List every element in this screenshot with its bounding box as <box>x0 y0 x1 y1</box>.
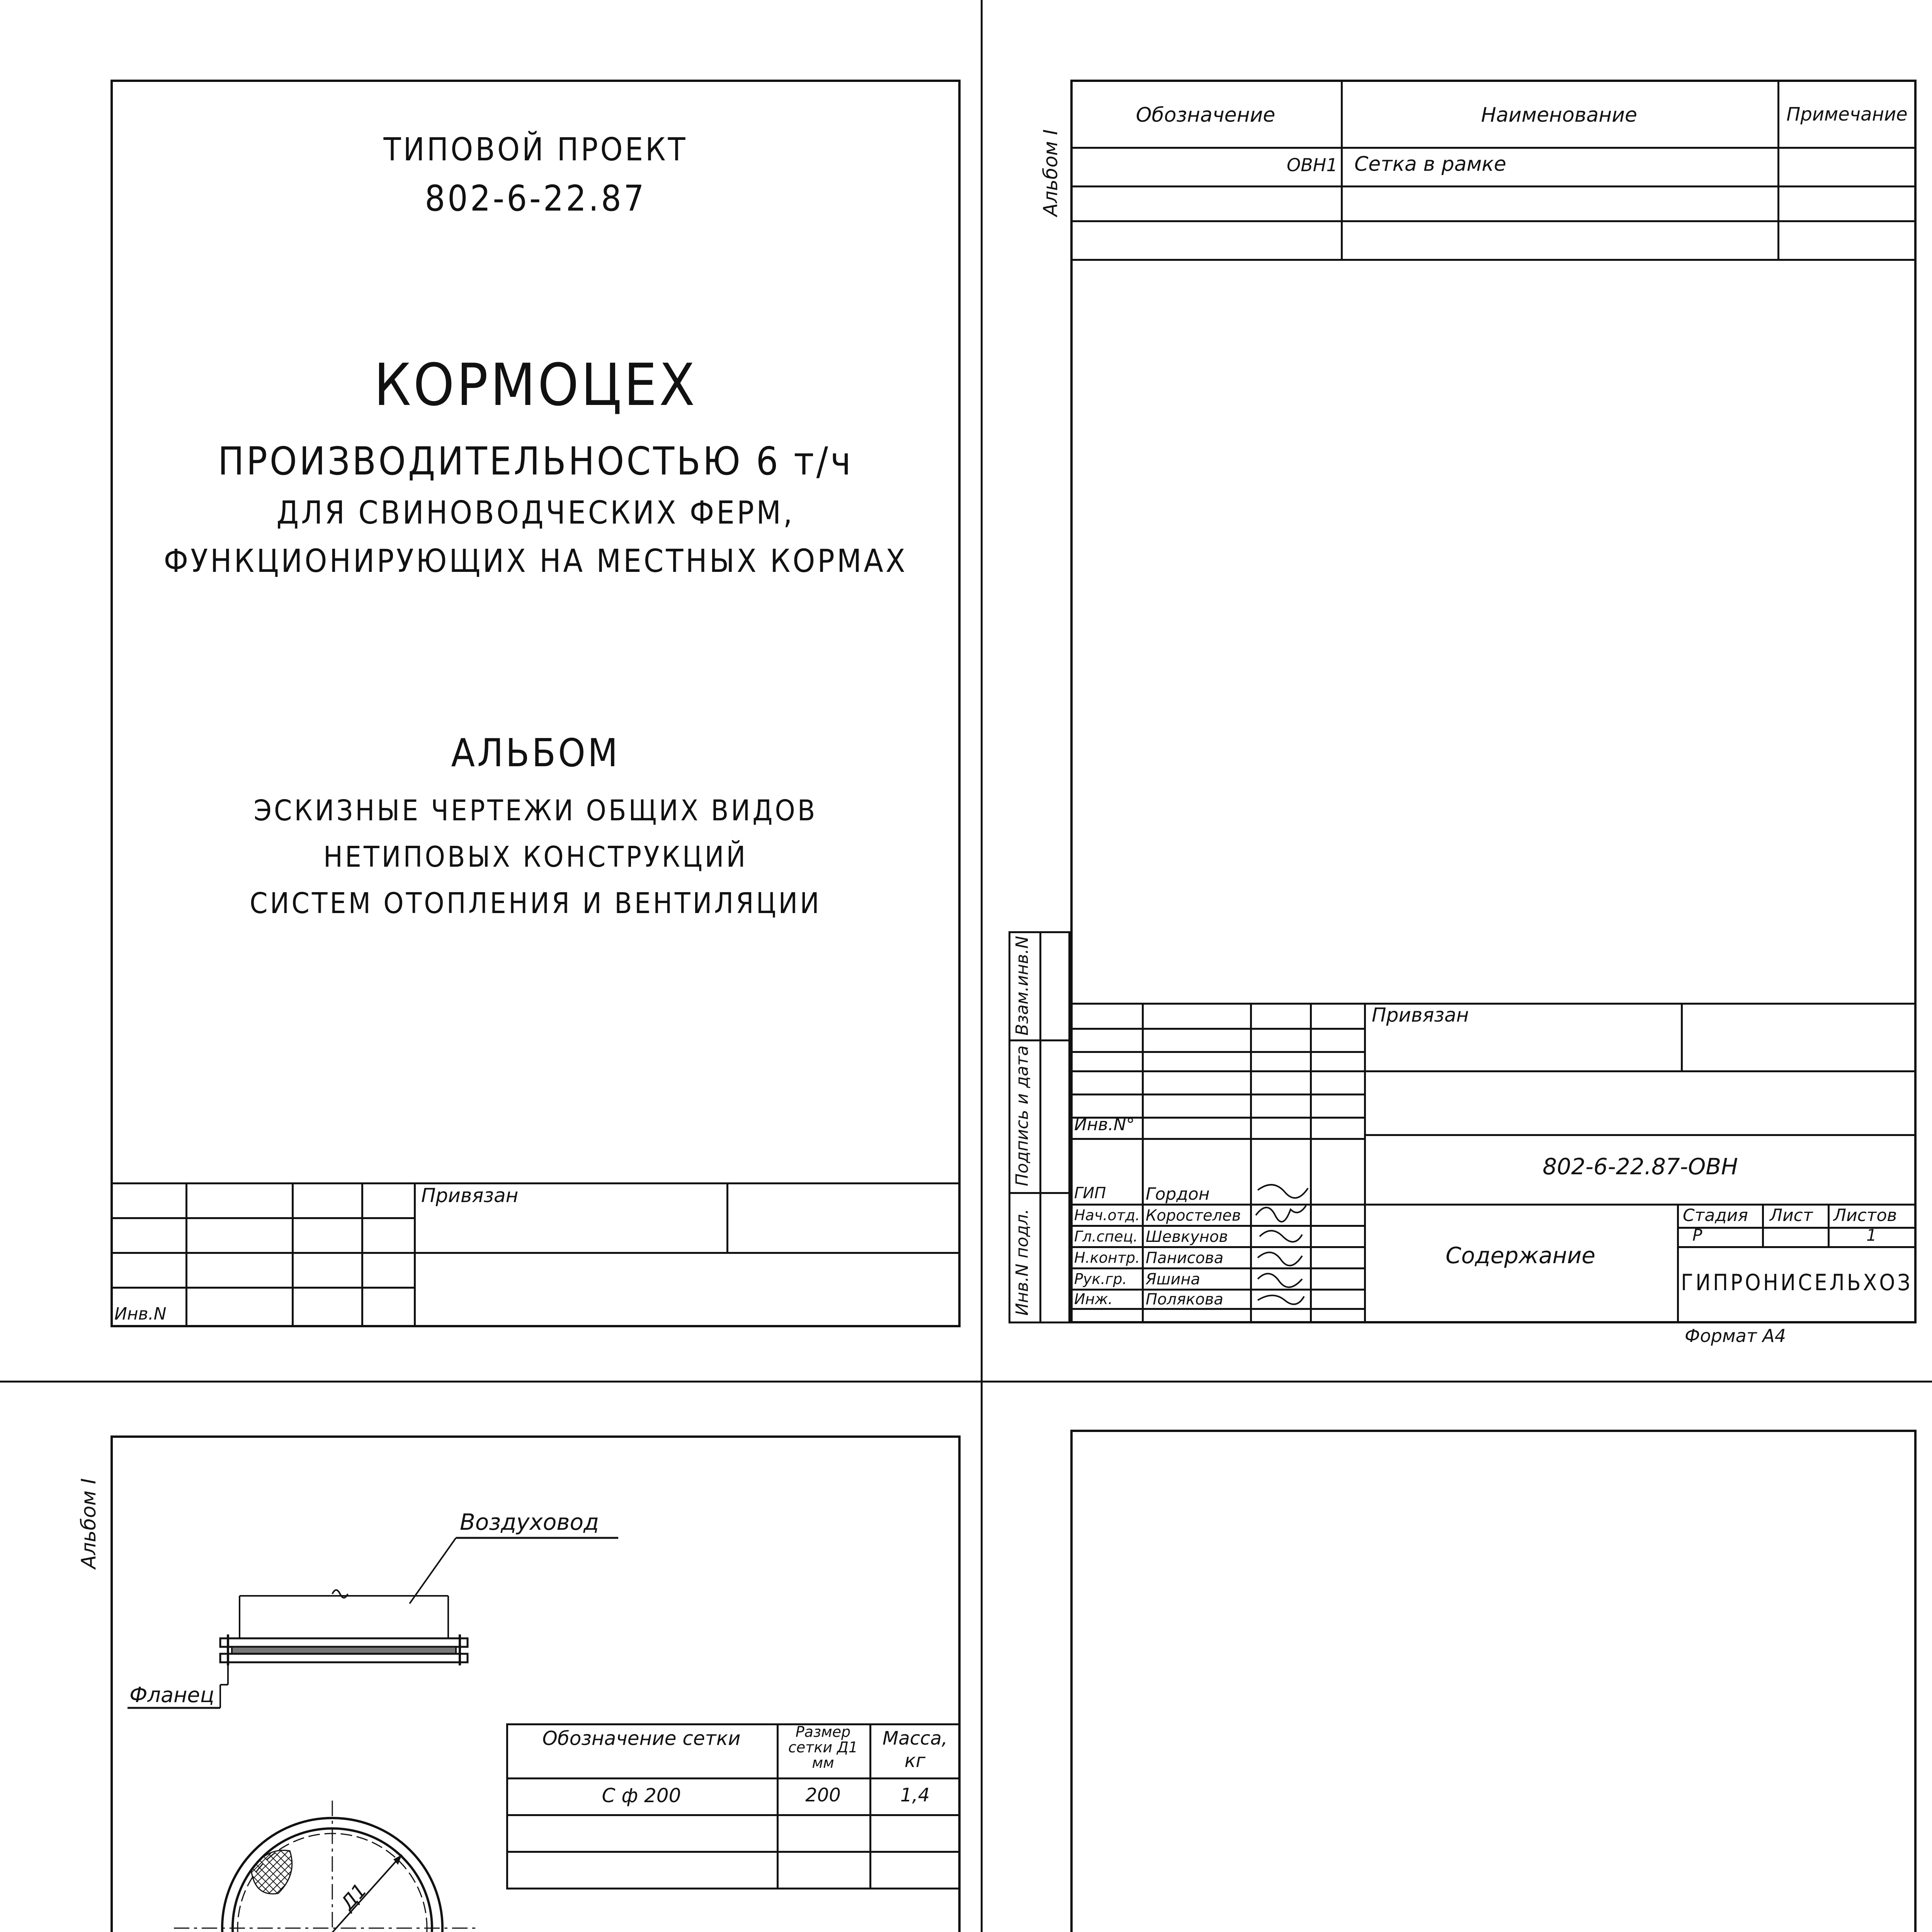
mesh-header-size: Размер сетки Д1 мм <box>788 1723 858 1771</box>
name-shevkunov: Шевкунов <box>1146 1228 1228 1246</box>
sheet2-doc-code: 802-6-22.87-ОВН <box>1543 1153 1738 1180</box>
sheet2-side-sign: Подпись и дата <box>1012 1045 1032 1186</box>
sheet1-frame <box>111 80 961 1327</box>
contents-header-designation: Обозначение <box>1136 104 1276 127</box>
contents-row-code: ОВН1 <box>1287 155 1338 175</box>
mesh-header-designation: Обозначение сетки <box>542 1727 741 1750</box>
sheet2-format: Формат А4 <box>1685 1325 1786 1346</box>
sheet1-inv-n: Инв.N <box>114 1304 167 1324</box>
sheet2-frame <box>1070 80 1917 1323</box>
name-yashina: Яшина <box>1146 1270 1201 1288</box>
project-label: ТИПОВОЙ ПРОЕКТ <box>383 131 688 168</box>
sheet2-signatures <box>1250 1179 1312 1323</box>
sheet3-album-side: Альбом I <box>77 1478 100 1569</box>
duct-label: Воздуховод <box>460 1509 599 1535</box>
sheet1-title: КОРМОЦЕХ <box>374 352 697 419</box>
contents-row-name: Сетка в рамке <box>1354 153 1507 176</box>
sheet1-privyazan: Привязан <box>421 1184 519 1207</box>
sheet4-frame <box>1070 1430 1917 1932</box>
sheet1-subtitle3: ФУНКЦИОНИРУЮЩИХ НА МЕСТНЫХ КОРМАХ <box>163 543 908 580</box>
role-ruk-gr: Рук.гр. <box>1074 1270 1127 1287</box>
sheet2-side-vzam: Взам.инв.N <box>1012 936 1032 1036</box>
list-label: Лист <box>1770 1206 1813 1225</box>
role-gip: ГИП <box>1074 1184 1106 1202</box>
sheet1-subtitle2: ДЛЯ СВИНОВОДЧЕСКИХ ФЕРМ, <box>276 495 795 531</box>
name-panisova: Панисова <box>1146 1249 1224 1267</box>
mesh-ring-drawing <box>162 1793 479 1932</box>
mesh-row-designation: С ф 200 <box>602 1784 681 1807</box>
role-n-kontr: Н.контр. <box>1074 1249 1140 1266</box>
lists-label: Листов <box>1833 1206 1897 1225</box>
album-desc1: ЭСКИЗНЫЕ ЧЕРТЕЖИ ОБЩИХ ВИДОВ <box>253 794 818 827</box>
role-gl-spec: Гл.спец. <box>1074 1228 1138 1245</box>
page-divider-horizontal <box>0 1381 1932 1383</box>
sheet2-side-inv: Инв.N подл. <box>1012 1209 1032 1316</box>
name-gordon: Гордон <box>1146 1184 1210 1204</box>
mesh-row-size: 200 <box>805 1784 841 1806</box>
stage-value: Р <box>1692 1226 1702 1245</box>
name-korostelev: Коростелев <box>1146 1207 1241 1225</box>
lists-value: 1 <box>1866 1226 1877 1245</box>
sheet2-privyazan: Привязан <box>1372 1004 1469 1026</box>
contents-header-note: Примечание <box>1786 104 1908 125</box>
sheet2-album-side: Альбом I <box>1039 129 1062 216</box>
album-heading: АЛЬБОМ <box>451 730 620 776</box>
album-desc3: СИСТЕМ ОТОПЛЕНИЯ И ВЕНТИЛЯЦИИ <box>250 887 821 920</box>
album-desc2: НЕТИПОВЫХ КОНСТРУКЦИЙ <box>323 840 748 874</box>
d1-label: Д1 <box>336 1879 371 1915</box>
name-polyakova: Полякова <box>1146 1291 1223 1308</box>
project-number: 802-6-22.87 <box>425 178 646 219</box>
role-nach-otd: Нач.отд. <box>1074 1207 1140 1224</box>
role-inzh: Инж. <box>1074 1291 1113 1308</box>
sheet1-subtitle1: ПРОИЗВОДИТЕЛЬНОСТЬЮ 6 т/ч <box>218 439 854 484</box>
contents-header-name: Наименование <box>1481 104 1638 127</box>
sheet2-org: ГИПРОНИСЕЛЬХОЗ <box>1681 1269 1913 1296</box>
sheet2-inv-n: Инв.N° <box>1074 1115 1135 1134</box>
mesh-header-mass: Масса, кг <box>882 1728 948 1772</box>
flange-label: Фланец <box>129 1683 214 1707</box>
mesh-row-mass: 1,4 <box>900 1784 930 1806</box>
page-divider-vertical <box>981 0 983 1932</box>
stage-label: Стадия <box>1683 1206 1748 1225</box>
sheet2-title: Содержание <box>1446 1242 1595 1269</box>
